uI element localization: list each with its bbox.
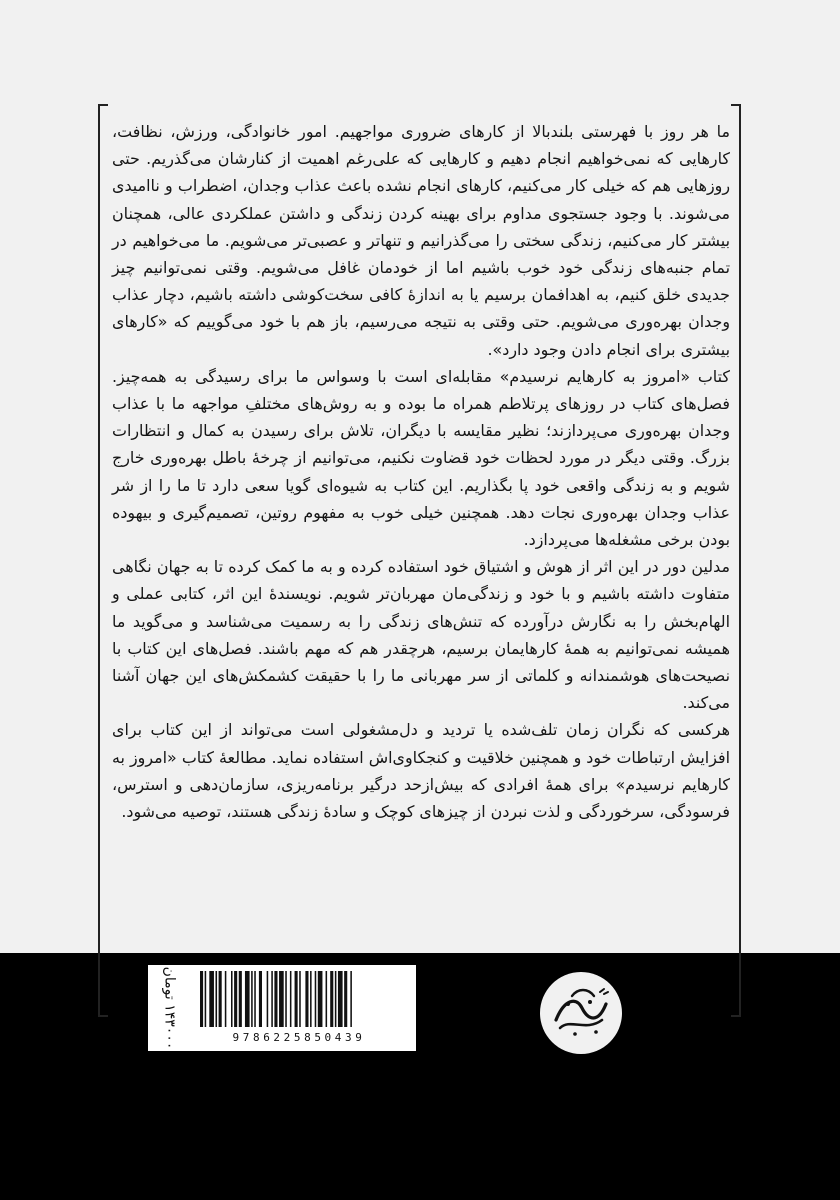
barcode-bar: [274, 971, 277, 1027]
barcode-bar: [338, 971, 343, 1027]
publisher-logo: [540, 972, 622, 1054]
barcode-bar: [318, 971, 323, 1027]
barcode-bar: [200, 971, 203, 1027]
barcode-bar: [310, 971, 312, 1027]
barcode-bar: [326, 971, 328, 1027]
barcode-bar: [231, 971, 233, 1027]
publisher-logo-icon: [542, 974, 620, 1052]
barcode: [200, 971, 400, 1029]
barcode-bar: [245, 971, 250, 1027]
barcode-bar: [234, 971, 237, 1027]
barcode-bar: [239, 971, 242, 1027]
barcode-bar: [219, 971, 222, 1027]
price-label: ۱۴۳۰۰۰ تومان: [161, 966, 177, 1050]
isbn-digits: 9786225850439: [232, 1031, 366, 1044]
barcode-bar: [295, 971, 298, 1027]
barcode-bar: [216, 971, 218, 1027]
barcode-bar: [335, 971, 337, 1027]
paragraph-2: کتاب «امروز به کارهایم نرسیدم» مقابله‌ای است با وسواس ما برای رسیدگی به همه‌چیز. فصل‌های کتاب در روزهای پرتلاطم همراه ما بوده و به روش‌های مختلفِ مواجهه ما با عذاب وجدان بهره‌وری می‌پردازند؛ نظیر مقایسه با دیگران، تلاش برای رسیدن به کمال و انتظارات بزرگ. وقتی دیگر در مورد لحظات خود قضاوت نکنیم، می‌توانیم از چرخهٔ باطل بهره‌وری خارج شویم و به زندگی واقعی خود پا بگذاریم. این کتاب به شیوه‌ای گویا سعی دارد تا ما را از شر عذاب وجدان بهره‌وری نجات دهد. همچنین خیلی خوب به مفهوم روتین، تصمیم‌گیری و بیهوده بودن برخی مشغله‌ها می‌پردازد.: [112, 366, 730, 550]
barcode-bar: [271, 971, 273, 1027]
barcode-bar: [344, 971, 347, 1027]
frame-bracket-right: [731, 104, 741, 1017]
barcode-bar: [259, 971, 262, 1027]
frame-bracket-left: [98, 104, 108, 1017]
barcode-bar: [254, 971, 256, 1027]
barcode-box: [148, 965, 416, 1051]
barcode-bar: [305, 971, 308, 1027]
barcode-bar: [299, 971, 301, 1027]
barcode-bar: [350, 971, 352, 1027]
barcode-bar: [285, 971, 287, 1027]
barcode-bar: [205, 971, 207, 1027]
back-cover-text: [112, 118, 730, 825]
barcode-bar: [315, 971, 317, 1027]
paragraph-1: ما هر روز با فهرستی بلندبالا از کارهای ضروری مواجهیم. امور خانوادگی، ورزش، نظافت، کارهایی که نمی‌خواهیم انجام دهیم و کارهایی که علی‌رغم اهمیت از کنارشان می‌گذریم. حتی روزهایی هم که خیلی کار می‌کنیم، کارهای انجام نشده باعث عذاب وجدان، اضطراب و ناامیدی می‌شوند. با وجود جستجوی مداوم برای بهینه کردن زندگی و داشتن عملکردی عالی، همچنان بیشتر کار می‌کنیم، زندگی سختی را می‌گذرانیم و تنهاتر و عصبی‌تر می‌شویم. ما می‌خواهیم در تمام جنبه‌های زندگی خود خوب باشیم اما از خودمان غافل می‌شویم. وقتی نمی‌توانیم چیز جدیدی خلق کنیم، به اهدافمان برسیم یا به اندازهٔ کافی سخت‌کوشی داشته باشیم، دچار عذاب وجدان بهره‌وری می‌شویم. حتی وقتی به نتیجه می‌رسیم، باز هم با خود می‌گوییم که «کارهای بیشتری برای انجام دادن وجود دارد».: [112, 122, 730, 359]
paragraph-4: هرکسی که نگران زمان تلف‌شده یا تردید و دل‌مشغولی است می‌تواند از این کتاب برای افزایش ارتباطات خود و همچنین خلاقیت و کنجکاوی‌اش استفاده نماید. مطالعهٔ کتاب «امروز به کارهایم نرسیدم» برای همهٔ افرادی که بیش‌ازحد درگیر برنامه‌ریزی، سازمان‌دهی و استرس، فرسودگی، سرخوردگی و لذت نبردن از چیزهای کوچک و سادهٔ زندگی هستند، توصیه می‌شود.: [112, 720, 730, 822]
paragraph-3: مدلین دور در این اثر از هوش و اشتیاق خود استفاده کرده و به ما کمک کرده تا به جهان نگاهی متفاوت داشته باشیم و با خود و زندگی‌مان مهربان‌تر شویم. نویسندهٔ این اثر، کتابی عملی و الهام‌بخش را به نگارش درآورده که تنش‌های زندگی را به رسمیت می‌شناسد و می‌گوید ما همیشه نمی‌توانیم به همهٔ کارهایمان برسیم، هرچقدر هم که مهم باشند. فصل‌های این کتاب با نصیحت‌های هوشمندانه و کلماتی از سر مهربانی ما را با حقیقت کشمکش‌های این جهان آشنا می‌کند.: [112, 557, 730, 713]
barcode-bar: [225, 971, 227, 1027]
barcode-bar: [209, 971, 214, 1027]
barcode-bar: [267, 971, 269, 1027]
barcode-bar: [251, 971, 253, 1027]
barcode-bar: [279, 971, 284, 1027]
bottom-black-band: [0, 953, 840, 1200]
barcode-bar: [290, 971, 292, 1027]
barcode-bar: [330, 971, 333, 1027]
